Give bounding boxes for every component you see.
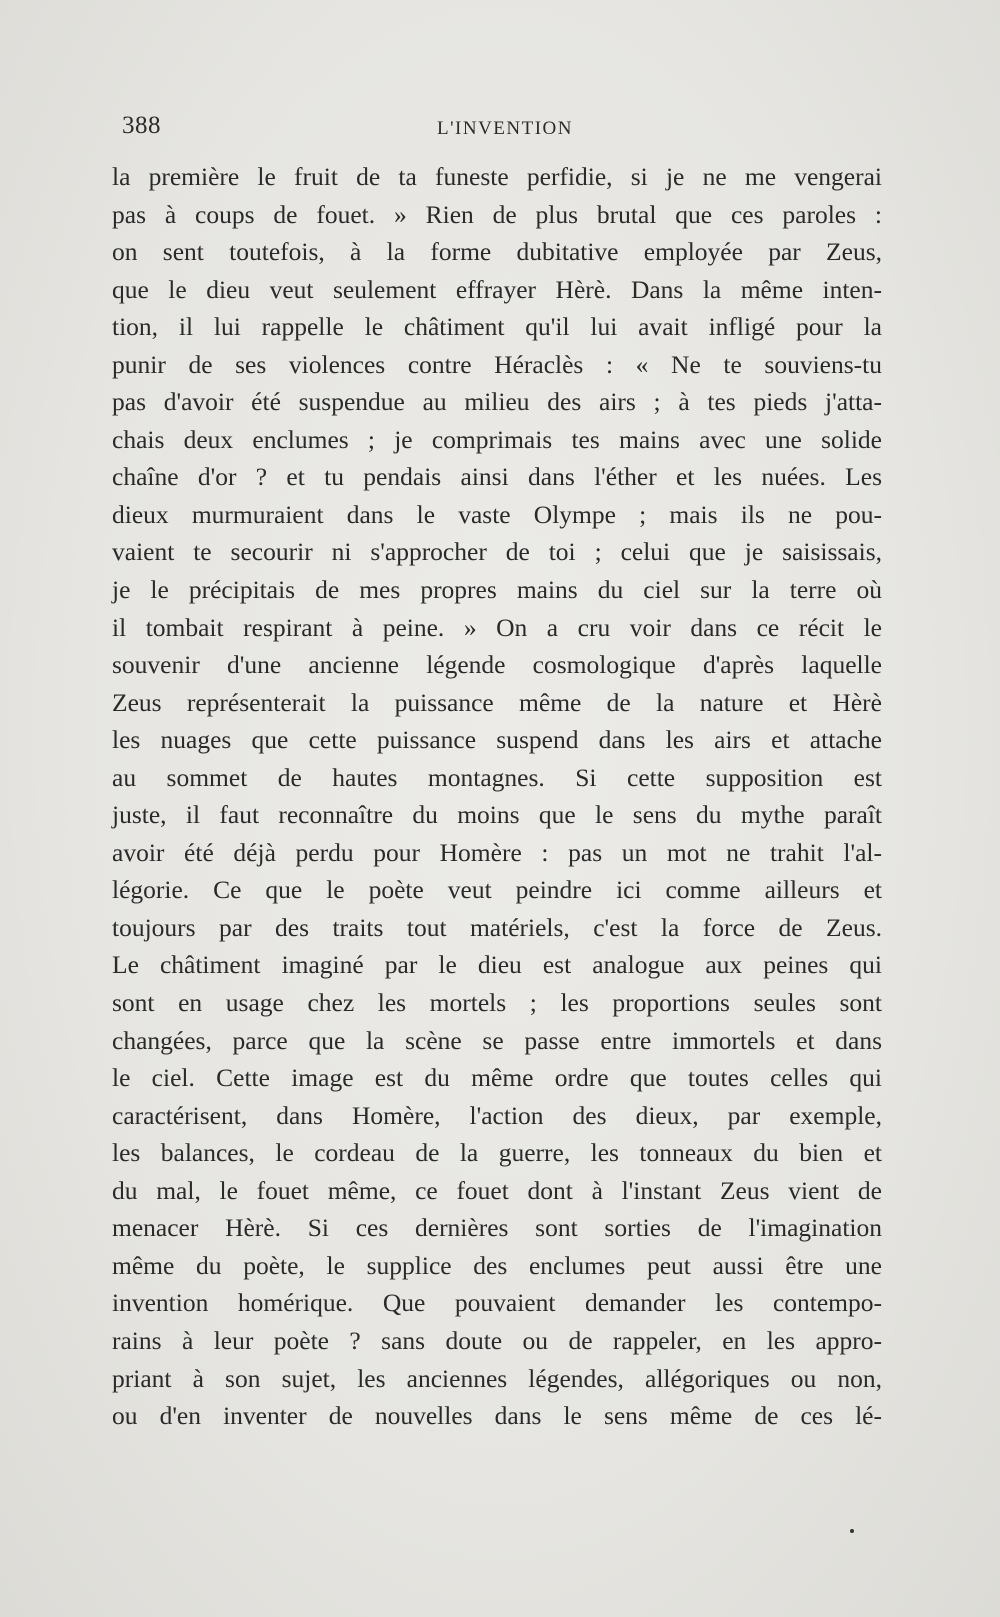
text-line: priant à son sujet, les anciennes légendes, allégoriques ou non, — [112, 1363, 882, 1393]
text-line: au sommet de hautes montagnes. Si cette supposition est — [112, 762, 882, 792]
running-title: L'INVENTION — [437, 118, 574, 139]
text-line: sont en usage chez les mortels ; les proportions seules sont — [112, 988, 882, 1018]
text-line: pas d'avoir été suspendue au milieu des airs ; à tes pieds j'atta- — [112, 387, 882, 417]
text-line: juste, il faut reconnaître du moins que le sens du mythe paraît — [112, 800, 882, 830]
ink-speck — [850, 1529, 854, 1533]
text-line: punir de ses violences contre Héraclès : « Ne te souviens-tu — [112, 349, 882, 379]
text-line: légorie. Ce que le poète veut peindre ici comme ailleurs et — [112, 875, 882, 905]
body-text — [112, 158, 882, 1435]
text-line: pas à coups de fouet. » Rien de plus brutal que ces paroles : — [112, 199, 882, 229]
text-line: chais deux enclumes ; je comprimais tes mains avec une solide — [112, 424, 882, 454]
text-line: du mal, le fouet même, ce fouet dont à l'instant Zeus vient de — [112, 1175, 882, 1205]
text-line: toujours par des traits tout matériels, c'est la force de Zeus. — [112, 912, 882, 942]
text-line: Le châtiment imaginé par le dieu est analogue aux peines qui — [112, 950, 882, 980]
text-line: caractérisent, dans Homère, l'action des dieux, par exemple, — [112, 1100, 882, 1130]
text-line: même du poète, le supplice des enclumes peut aussi être une — [112, 1250, 882, 1280]
text-line: les balances, le cordeau de la guerre, les tonneaux du bien et — [112, 1138, 882, 1168]
text-line: rains à leur poète ? sans doute ou de rappeler, en les appro- — [112, 1325, 882, 1355]
text-line: le ciel. Cette image est du même ordre que toutes celles qui — [112, 1063, 882, 1093]
text-line: vaient te secourir ni s'approcher de toi ; celui que je saisissais, — [112, 537, 882, 567]
text-line: avoir été déjà perdu pour Homère : pas un mot ne trahit l'al- — [112, 837, 882, 867]
running-head — [122, 112, 882, 152]
text-line: Zeus représenterait la puissance même de la nature et Hèrè — [112, 687, 882, 717]
text-line: que le dieu veut seulement effrayer Hèrè. Dans la même inten- — [112, 274, 882, 304]
text-line: dieux murmuraient dans le vaste Olympe ; mais ils ne pou- — [112, 499, 882, 529]
text-line: la première le fruit de ta funeste perfidie, si je ne me vengerai — [112, 162, 882, 191]
text-line: menacer Hèrè. Si ces dernières sont sorties de l'imagination — [112, 1213, 882, 1243]
page-number: 388 — [122, 112, 161, 139]
text-line: chaîne d'or ? et tu pendais ainsi dans l'éther et les nuées. Les — [112, 462, 882, 492]
text-line: les nuages que cette puissance suspend dans les airs et attache — [112, 725, 882, 755]
text-line: il tombait respirant à peine. » On a cru voir dans ce récit le — [112, 612, 882, 642]
text-line: ou d'en inventer de nouvelles dans le sens même de ces lé- — [112, 1401, 882, 1431]
text-line: invention homérique. Que pouvaient demander les contempo- — [112, 1288, 882, 1318]
text-line: souvenir d'une ancienne légende cosmologique d'après laquelle — [112, 650, 882, 680]
text-line: tion, il lui rappelle le châtiment qu'il lui avait infligé pour la — [112, 312, 882, 342]
text-line: je le précipitais de mes propres mains du ciel sur la terre où — [112, 575, 882, 605]
text-line: on sent toutefois, à la forme dubitative employée par Zeus, — [112, 237, 882, 267]
text-line: changées, parce que la scène se passe entre immortels et dans — [112, 1025, 882, 1055]
